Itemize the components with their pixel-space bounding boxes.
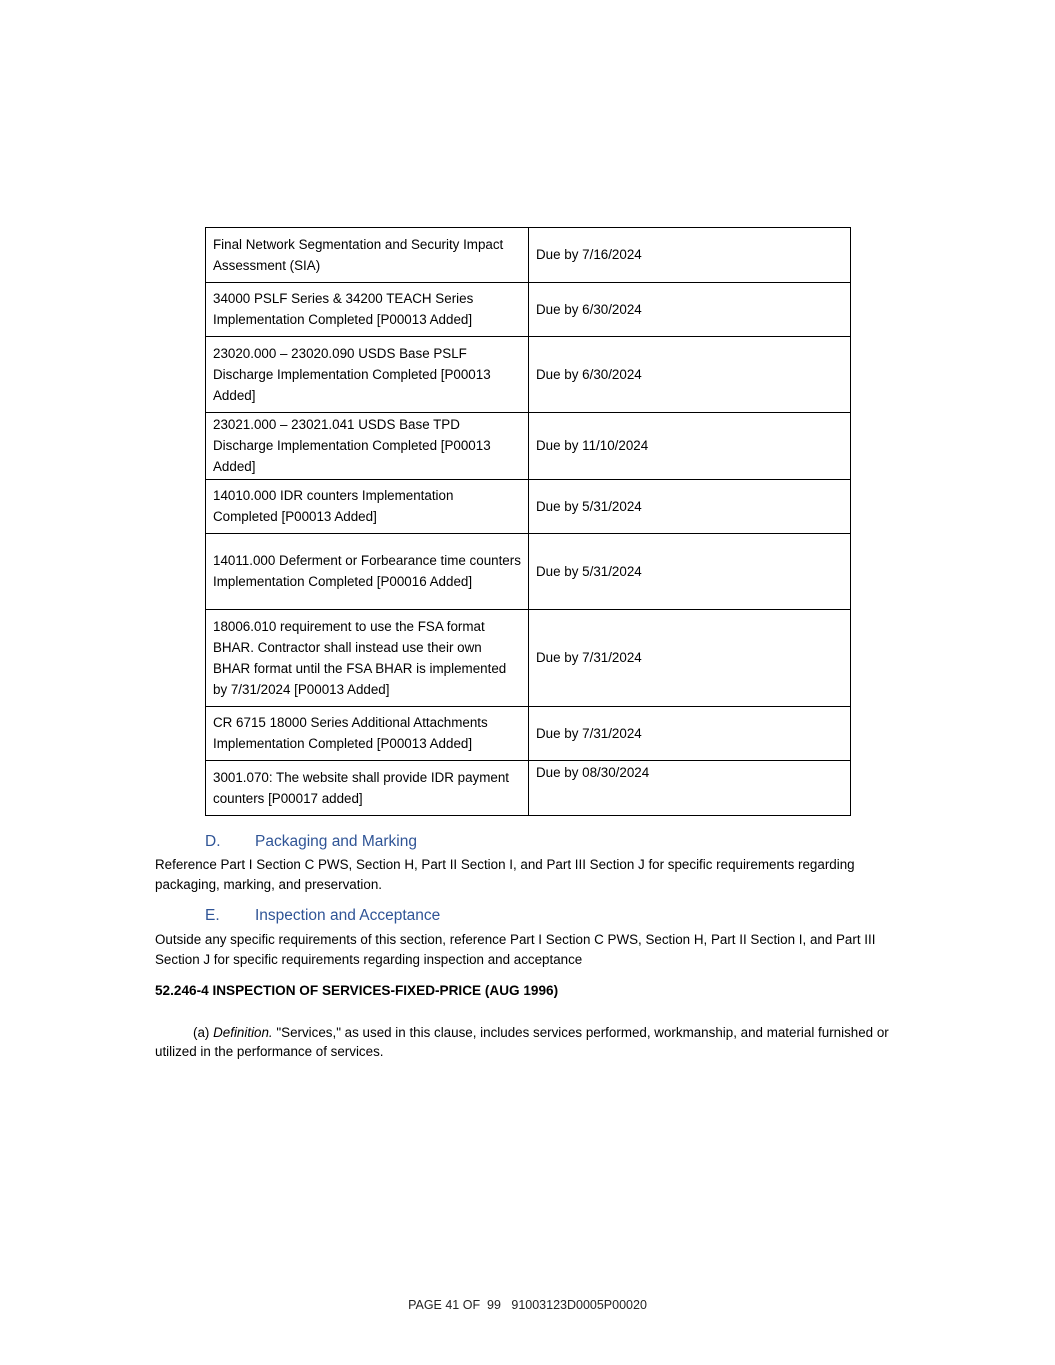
deliverable-due-date: Due by 6/30/2024 bbox=[529, 337, 851, 413]
deliverable-due-text: Due by 08/30/2024 bbox=[536, 765, 650, 780]
deliverable-item: 14011.000 Deferment or Forbearance time counters Implementation Completed [P00016 Added] bbox=[206, 534, 529, 610]
deliverable-item: Final Network Segmentation and Security Impact Assessment (SIA) bbox=[206, 228, 529, 283]
deliverable-due-date: Due by 6/30/2024 bbox=[529, 283, 851, 337]
section-e-letter: E. bbox=[205, 907, 220, 924]
section-e-title: Inspection and Acceptance bbox=[255, 907, 441, 924]
clause-para-label: (a) bbox=[193, 1025, 210, 1040]
section-d-body: Reference Part I Section C PWS, Section H, Part II Section I, and Part III Section J for specific requirements regarding packaging, marking, and preservation. bbox=[155, 857, 855, 892]
clause-title: 52.246-4 INSPECTION OF SERVICES-FIXED-PRICE (AUG 1996) bbox=[155, 983, 559, 998]
table-row bbox=[206, 534, 851, 610]
deliverable-item: 34000 PSLF Series & 34200 TEACH Series Implementation Completed [P00013 Added] bbox=[206, 283, 529, 337]
table-row bbox=[206, 337, 851, 413]
deliverable-item: CR 6715 18000 Series Additional Attachments Implementation Completed [P00013 Added] bbox=[206, 707, 529, 761]
clause-paragraph-a bbox=[155, 1023, 905, 1061]
section-d-letter: D. bbox=[205, 833, 221, 850]
deliverable-item: 14010.000 IDR counters Implementation Completed [P00013 Added] bbox=[206, 480, 529, 534]
clause-para-text: "Services," as used in this clause, includes services performed, workmanship, and material furnished or utilized in the performance of services. bbox=[155, 1025, 889, 1059]
clause-para-term: Definition. bbox=[213, 1025, 273, 1040]
section-e-heading bbox=[205, 907, 440, 925]
deliverable-due-date: Due by 7/16/2024 bbox=[529, 228, 851, 283]
table-row bbox=[206, 761, 851, 816]
section-d-title: Packaging and Marking bbox=[255, 833, 417, 850]
table-row bbox=[206, 283, 851, 337]
table-row bbox=[206, 707, 851, 761]
section-e-body: Outside any specific requirements of this section, reference Part I Section C PWS, Section H, Part II Section I, and Part III Section J for specific requirements regarding inspection and acceptance bbox=[155, 932, 876, 967]
deliverable-due-date: Due by 7/31/2024 bbox=[529, 610, 851, 707]
deliverable-item: 3001.070: The website shall provide IDR payment counters [P00017 added] bbox=[206, 761, 529, 816]
deliverable-due-date: Due by 5/31/2024 bbox=[529, 534, 851, 610]
table-row bbox=[206, 480, 851, 534]
section-d-heading bbox=[205, 833, 417, 851]
deliverable-due-date bbox=[529, 761, 851, 816]
table-row bbox=[206, 413, 851, 480]
deliverable-due-date: Due by 11/10/2024 bbox=[529, 413, 851, 480]
deliverable-item: 18006.010 requirement to use the FSA format BHAR. Contractor shall instead use their own BHAR format until the FSA BHAR is implemented by 7/31/2024 [P00013 Added] bbox=[206, 610, 529, 707]
deliverable-item: 23020.000 – 23020.090 USDS Base PSLF Discharge Implementation Completed [P00013 Added] bbox=[206, 337, 529, 413]
deliverable-item: 23021.000 – 23021.041 USDS Base TPD Discharge Implementation Completed [P00013 Added] bbox=[206, 413, 529, 480]
deliverable-due-date: Due by 5/31/2024 bbox=[529, 480, 851, 534]
deliverable-due-date: Due by 7/31/2024 bbox=[529, 707, 851, 761]
page-footer: PAGE 41 OF 99 91003123D0005P00020 bbox=[408, 1298, 647, 1312]
table-row bbox=[206, 610, 851, 707]
deliverables-table bbox=[205, 227, 851, 816]
table-row bbox=[206, 228, 851, 283]
